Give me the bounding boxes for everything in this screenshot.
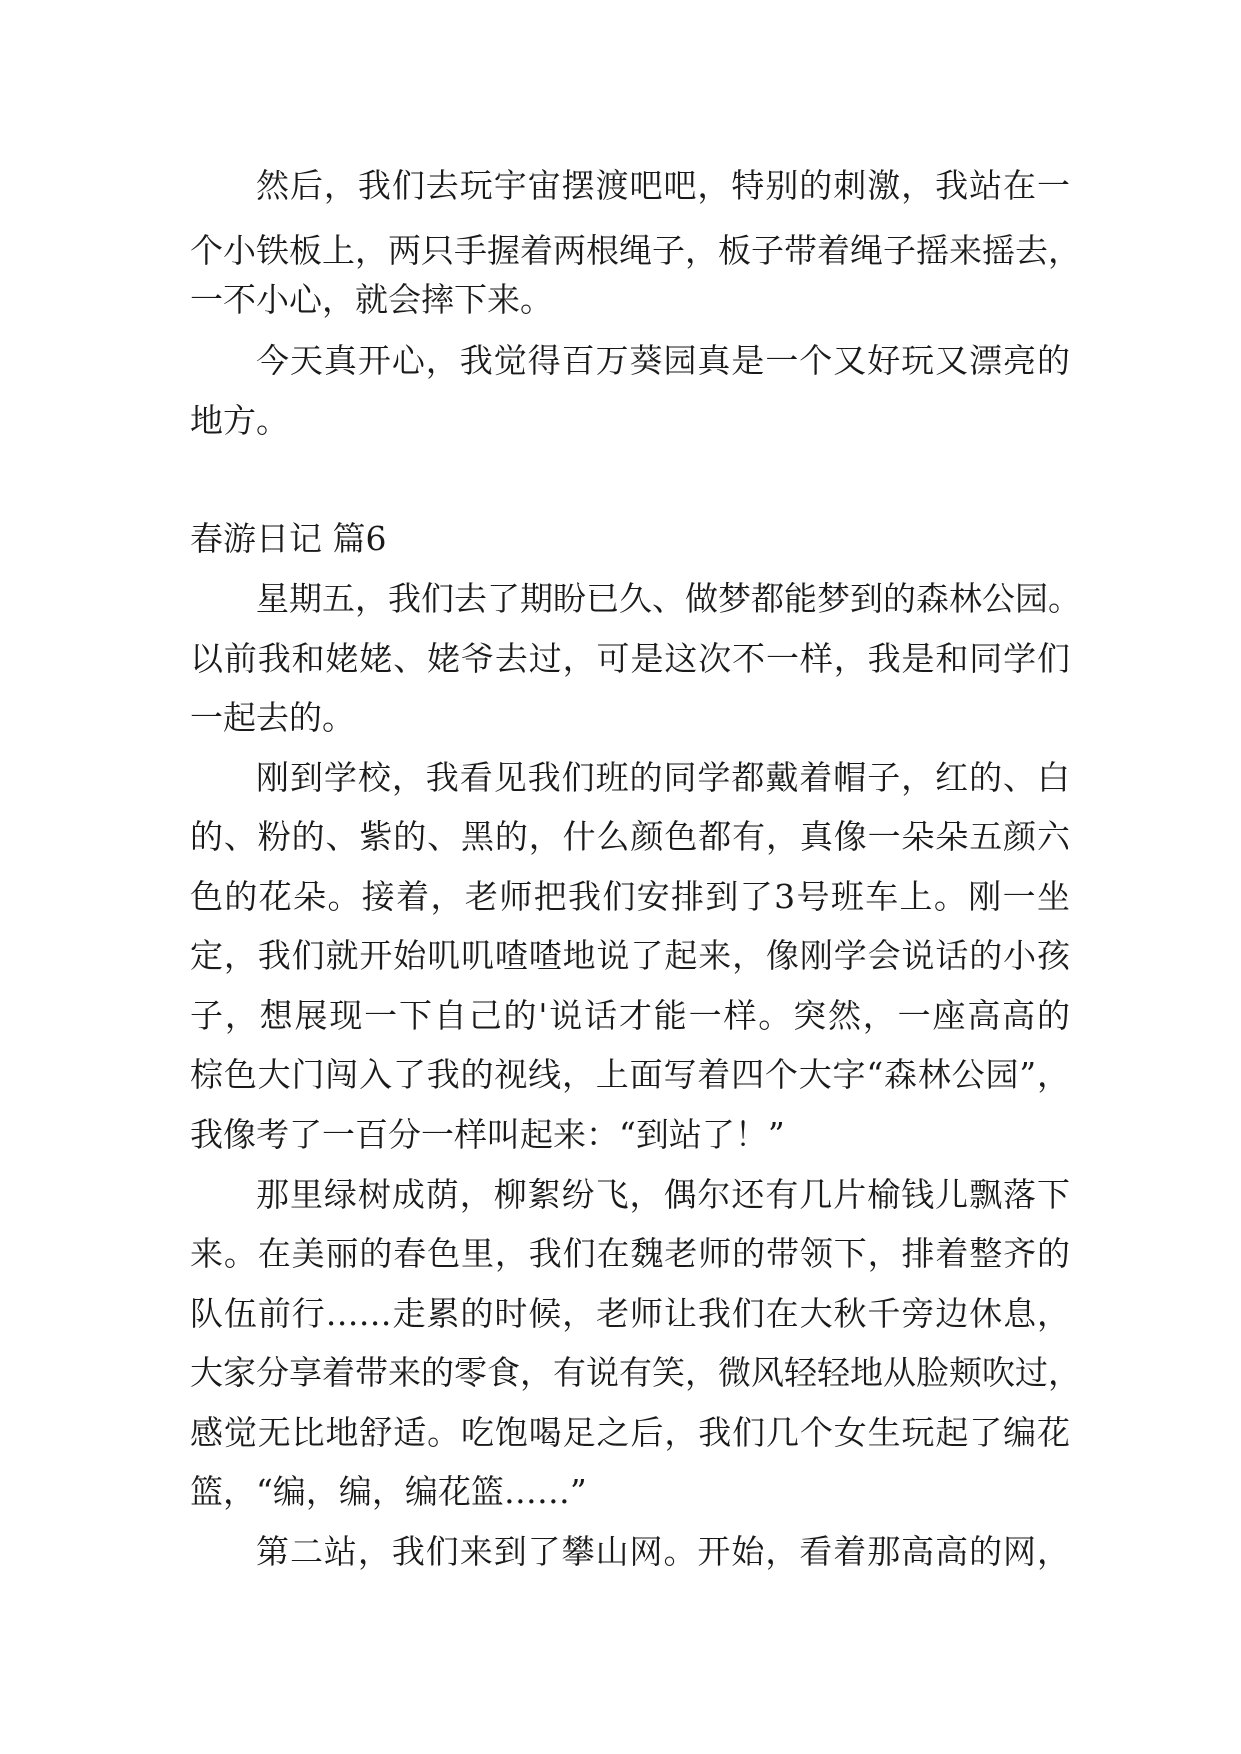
paragraph-line: 以前我和姥姥、姥爷去过，可是这次不一样，我是和同学们	[190, 639, 1070, 678]
section-heading: 春游日记 篇6	[190, 519, 387, 558]
paragraph-line: 子，想展现一下自己的'说话才能一样。突然，一座高高的	[190, 996, 1070, 1035]
paragraph-line: 定，我们就开始叽叽喳喳地说了起来，像刚学会说话的小孩	[190, 936, 1070, 975]
paragraph-line: 感觉无比地舒适。吃饱喝足之后，我们几个女生玩起了编花	[190, 1413, 1070, 1452]
paragraph-line: 棕色大门闯入了我的视线，上面写着四个大字“森林公园”，	[190, 1055, 1070, 1094]
paragraph-line: 来。在美丽的春色里，我们在魏老师的带领下，排着整齐的	[190, 1234, 1070, 1273]
paragraph-line: 我像考了一百分一样叫起来：“到站了！”	[190, 1115, 785, 1154]
paragraph-line: 队伍前行……走累的时候，老师让我们在大秋千旁边休息，	[190, 1294, 1070, 1333]
paragraph-line: 那里绿树成荫，柳絮纷飞，偶尔还有几片榆钱儿飘落下	[256, 1175, 1070, 1214]
paragraph-line: 一不小心，就会摔下来。	[190, 280, 553, 319]
paragraph-line: 星期五，我们去了期盼已久、做梦都能梦到的森林公园。	[256, 579, 1081, 618]
paragraph-line: 地方。	[190, 401, 289, 440]
paragraph-line: 色的花朵。接着，老师把我们安排到了3号班车上。刚一坐	[190, 877, 1070, 916]
paragraph-line: 第二站，我们来到了攀山网。开始，看着那高高的网，	[256, 1532, 1070, 1571]
paragraph-line: 的、粉的、紫的、黑的，什么颜色都有，真像一朵朵五颜六	[190, 817, 1070, 856]
paragraph-line: 大家分享着带来的零食，有说有笑，微风轻轻地从脸颊吹过，	[190, 1353, 1081, 1392]
paragraph-line: 今天真开心，我觉得百万葵园真是一个又好玩又漂亮的	[256, 341, 1070, 380]
paragraph-line: 篮，“编，编，编花篮……”	[190, 1472, 587, 1511]
paragraph-line: 然后，我们去玩宇宙摆渡吧吧，特别的刺激，我站在一	[256, 166, 1070, 205]
paragraph-line: 刚到学校，我看见我们班的同学都戴着帽子，红的、白	[256, 758, 1070, 797]
paragraph-line: 个小铁板上，两只手握着两根绳子，板子带着绳子摇来摇去，	[190, 231, 1081, 270]
paragraph-line: 一起去的。	[190, 698, 355, 737]
